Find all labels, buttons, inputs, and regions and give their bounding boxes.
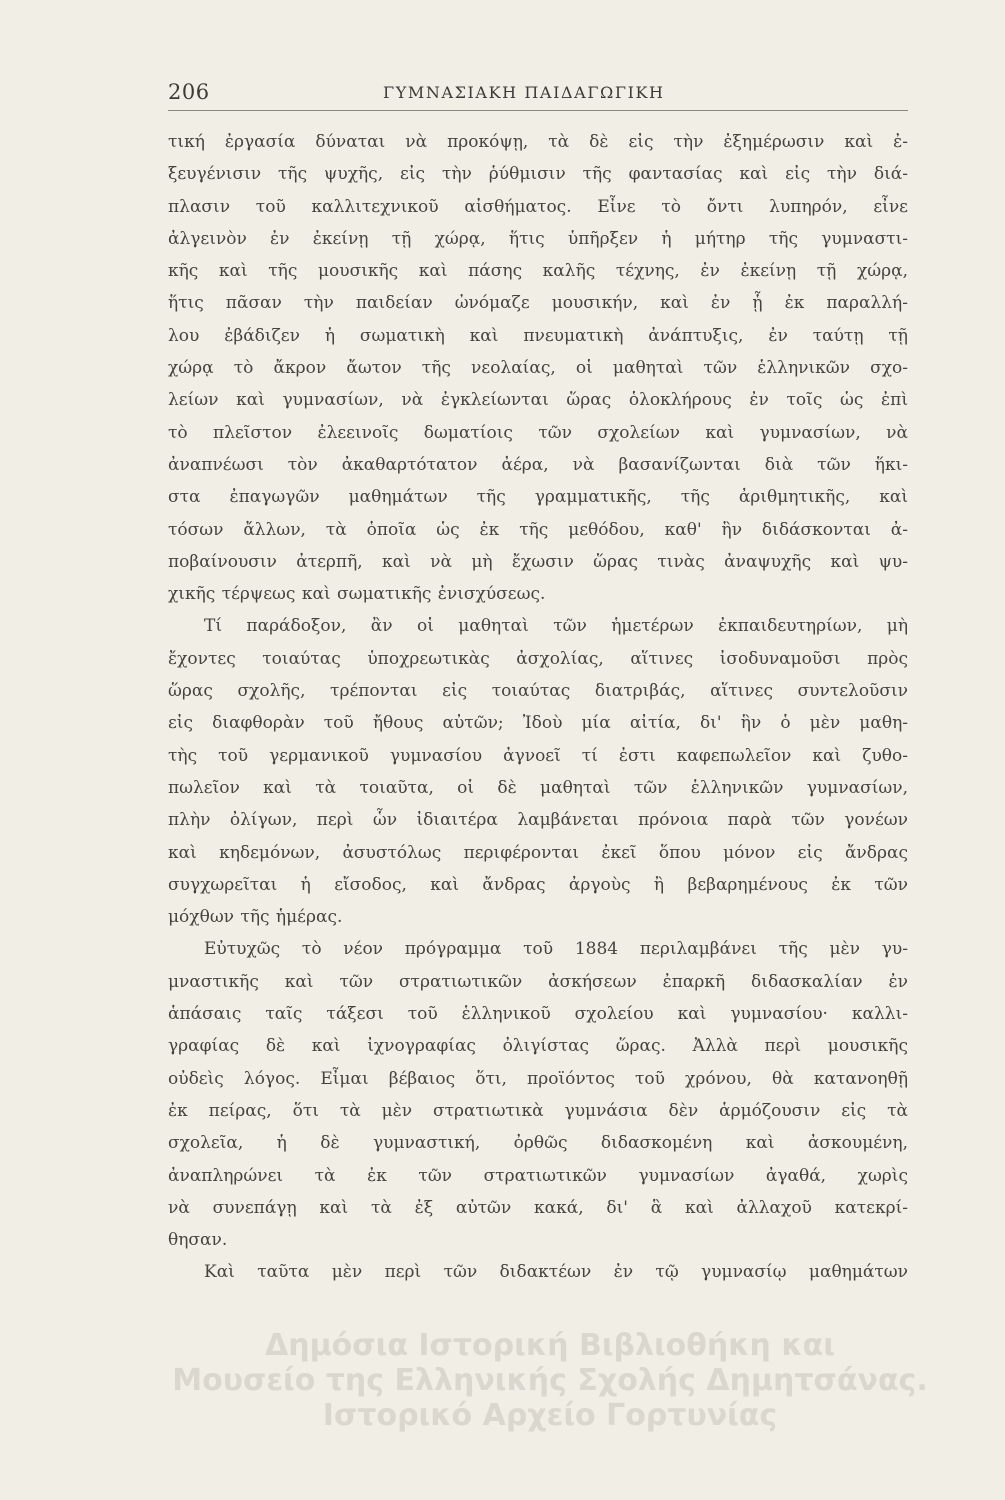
text-line: ἀναπνέωσι τὸν ἀκαθαρτότατον ἀέρα, νὰ βασανίζωνται διὰ τῶν ἥκι- (168, 454, 908, 475)
text-line: νὰ συνεπάγῃ καὶ τὰ ἐξ αὐτῶν κακά, δι' ἃ καὶ ἀλλαχοῦ κατεκρί- (168, 1197, 908, 1218)
text-line: πωλεῖον καὶ τὰ τοιαῦτα, οἱ δὲ μαθηταὶ τῶν ἑλληνικῶν γυμνασίων, (168, 777, 908, 798)
paragraph-first-line: Τί παράδοξον, ἂν οἱ μαθηταὶ τῶν ἡμετέρων ἐκπαιδευτηρίων, μὴ (204, 616, 908, 637)
text-line: λείων καὶ γυμνασίων, νὰ ἐγκλείωνται ὥρας ὁλοκλήρους ἐν τοῖς ὡς ἐπὶ (168, 390, 908, 411)
text-line: ἀναπληρώνει τὰ ἐκ τῶν στρατιωτικῶν γυμνασίων ἀγαθά, χωρὶς (168, 1165, 908, 1186)
text-line: θησαν. (168, 1230, 228, 1251)
page-header (168, 80, 908, 111)
text-line: στα ἐπαγωγῶν μαθημάτων τῆς γραμματικῆς, τῆς ἀριθμητικῆς, καὶ (168, 487, 908, 508)
text-line: πλασιν τοῦ καλλιτεχνικοῦ αἰσθήματος. Εἶνε τὸ ὄντι λυπηρόν, εἶνε (168, 196, 908, 217)
text-line: χώρᾳ τὸ ἄκρον ἄωτον τῆς νεολαίας, οἱ μαθηταὶ τῶν ἑλληνικῶν σχο- (168, 358, 908, 379)
text-line: γραφίας δὲ καὶ ἰχνογραφίας ὀλιγίστας ὥρας. Ἀλλὰ περὶ μουσικῆς (168, 1036, 908, 1057)
text-line: καὶ κηδεμόνων, ἀσυστόλως περιφέρονται ἐκεῖ ὅπου μόνον εἰς ἄνδρας (168, 842, 908, 863)
text-line: εἰς διαφθορὰν τοῦ ἤθους αὐτῶν; Ἰδοὺ μία αἰτία, δι' ἣν ὁ μὲν μαθη- (168, 713, 908, 734)
text-line: ὥρας σχολῆς, τρέπονται εἰς τοιαύτας διατριβάς, αἵτινες συντελοῦσιν (168, 681, 908, 702)
text-line: συγχωρεῖται ἡ εἴσοδος, καὶ ἄνδρας ἀργοὺς ἢ βεβαρημένους ἐκ τῶν (168, 874, 908, 895)
text-line: λου ἐβάδιζεν ἡ σωματικὴ καὶ πνευματικὴ ἀνάπτυξις, ἐν ταύτῃ τῇ (168, 325, 908, 346)
text-line: κῆς καὶ τῆς μουσικῆς καὶ πάσης καλῆς τέχνης, ἐν ἐκείνῃ τῇ χώρᾳ, (168, 261, 908, 282)
text-line: πλὴν ὀλίγων, περὶ ὧν ἰδιαιτέρα λαμβάνεται πρόνοια παρὰ τῶν γονέων (168, 810, 908, 831)
text-line: ἥτις πᾶσαν τὴν παιδείαν ὠνόμαζε μουσικήν, καὶ ἐν ᾗ ἐκ παραλλή- (168, 293, 908, 314)
text-line: σχολεῖα, ἡ δὲ γυμναστική, ὀρθῶς διδασκομένη καὶ ἀσκουμένη, (168, 1133, 908, 1154)
text-line: ἐκ πείρας, ὅτι τὰ μὲν στρατιωτικὰ γυμνάσια δὲν ἁρμόζουσιν εἰς τὰ (168, 1100, 908, 1121)
text-line: μόχθων τῆς ἡμέρας. (168, 907, 343, 928)
text-line: οὐδεὶς λόγος. Εἶμαι βέβαιος ὅτι, προϊόντος τοῦ χρόνου, θὰ κατανοηθῇ (168, 1068, 908, 1089)
watermark-line: Δημόσια Ιστορική Βιβλιοθήκη και (265, 1328, 835, 1363)
watermark-line: Μουσείο της Ελληνικής Σχολής Δημητσάνας. (172, 1363, 928, 1398)
text-line: ποβαίνουσιν ἀτερπῆ, καὶ νὰ μὴ ἔχωσιν ὥρας τινὰς ἀναψυχῆς καὶ ψυ- (168, 551, 908, 572)
text-line: ἀλγεινὸν ἐν ἐκείνῃ τῇ χώρᾳ, ἥτις ὑπῆρξεν ἡ μήτηρ τῆς γυμναστι- (168, 228, 908, 249)
text-line: χικῆς τέρψεως καὶ σωματικῆς ἐνισχύσεως. (168, 584, 546, 605)
page-number: 206 (168, 80, 210, 104)
library-watermark (150, 1328, 950, 1433)
body-text (168, 126, 908, 1289)
text-line: ἔχοντες τοιαύτας ὑποχρεωτικὰς ἀσχολίας, αἵτινες ἰσοδυναμοῦσι πρὸς (168, 648, 908, 669)
text-line: τόσων ἄλλων, τὰ ὁποῖα ὡς ἐκ τῆς μεθόδου, καθ' ἣν διδάσκονται ἀ- (168, 519, 908, 540)
text-line: μναστικῆς καὶ τῶν στρατιωτικῶν ἀσκήσεων ἐπαρκῆ διδασκαλίαν ἐν (168, 971, 908, 992)
text-line: τὴς τοῦ γερμανικοῦ γυμνασίου ἀγνοεῖ τί ἐστι καφεπωλεῖον καὶ ζυθο- (168, 745, 908, 766)
text-line: ἁπάσαις ταῖς τάξεσι τοῦ ἑλληνικοῦ σχολείου καὶ γυμνασίου· καλλι- (168, 1004, 908, 1025)
text-line: ξευγένισιν τῆς ψυχῆς, εἰς τὴν ῥύθμισιν τῆς φαντασίας καὶ εἰς τὴν διά- (168, 164, 908, 185)
paragraph-first-line: Εὐτυχῶς τὸ νέον πρόγραμμα τοῦ 1884 περιλαμβάνει τῆς μὲν γυ- (204, 939, 908, 960)
paragraph-first-line: Καὶ ταῦτα μὲν περὶ τῶν διδακτέων ἐν τῷ γυμνασίῳ μαθημάτων (204, 1262, 908, 1283)
text-line: τὸ πλεῖστον ἐλεεινοῖς δωματίοις τῶν σχολείων καὶ γυμνασίων, νὰ (168, 422, 908, 443)
watermark-line: Ιστορικό Αρχείο Γορτυνίας (322, 1398, 778, 1433)
running-title: ΓΥΜΝΑΣΙΑΚΗ ΠΑΙΔΑΓΩΓΙΚΗ (383, 83, 665, 102)
text-line: τική ἐργασία δύναται νὰ προκόψῃ, τὰ δὲ εἰς τὴν ἐξημέρωσιν καὶ ἐ- (168, 132, 908, 152)
